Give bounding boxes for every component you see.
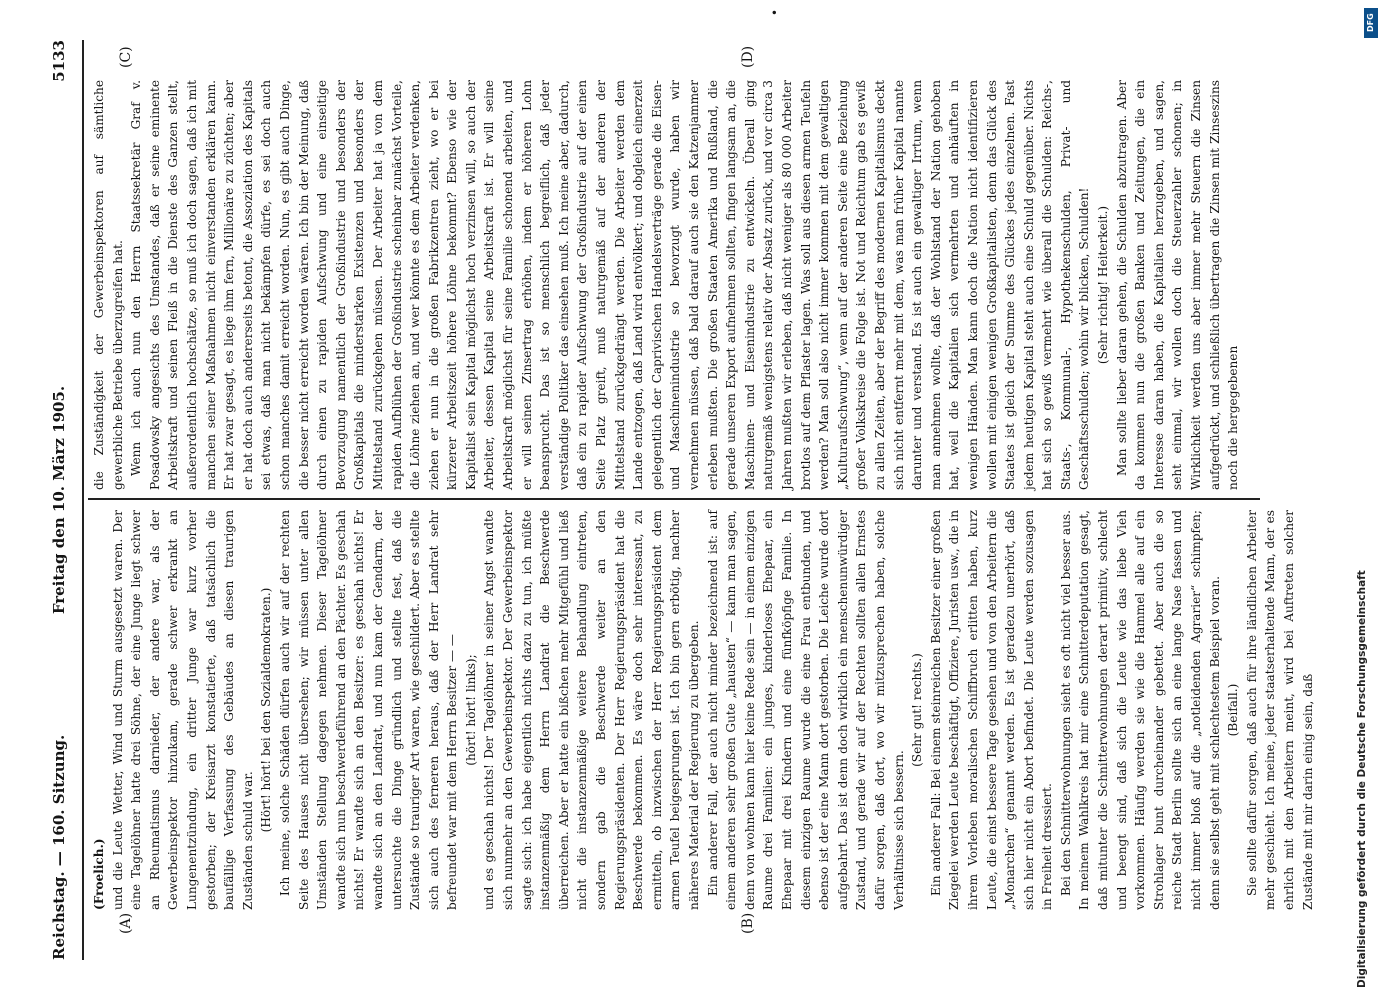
header-session: Reichstag. — 160. Sitzung. [50, 734, 68, 960]
paragraph: Ein anderer Fall: Bei einem steinreichen Besitzer einer großen Ziegelei werden Leute beschäftigt, Offiziere, Juristen usw., die in ihrem Vorleben moralischen Schiffbruch erlitten haben, kurz Leute, die einst bessere Tage gesehen und von den Arbeitern die „Monarchen“ genannt werden. Es ist geradezu unerhört, daß sich hier nicht ein Abort befindet. Die Leute werden sozusagen in Freiheit dressiert. [928, 510, 1055, 910]
dfg-logo: DFG [1364, 8, 1378, 38]
header-date: Freitag den 10. März 1905. [50, 385, 68, 615]
left-column [90, 510, 1315, 910]
page-number: 5133 [50, 40, 68, 82]
column-divider [88, 498, 1260, 500]
paragraph: und es geschah nichts! Der Tagelöhner in seiner Angst wandte sich nunmehr an den Gewerbeinspektor. Der Gewerbeinspektor sagte sich: ich habe eigentlich nichts dazu zu tun, ich müßte instanzenmäßig dem Herrn Landrat die Beschwerde überreichen. Aber er hatte ein bißchen mehr Mitgefühl und ließ nicht die instanzenmäßige weitere Behandlung eintreten, sondern gab die Beschwerde weiter an den Regierungspräsidenten. Der Herr Regierungspräsident hat die Beschwerde bekommen. Es wäre doch sehr interessant, zu ermitteln, ob inzwischen der Herr Regierungspräsident dem armen Teufel beigesprungen ist. Ich bin gern erbötig, nachher näheres Material der Regierung zu übergeben. [482, 510, 701, 910]
interjection: (hört! hört! links); [463, 654, 478, 766]
margin-marker-a: (A) [118, 912, 134, 934]
digitization-note [1356, 8, 1376, 998]
interjection: (Sehr richtig! Heiterkeit.) [1096, 205, 1111, 365]
margin-dot: • [768, 8, 782, 16]
paragraph: Ein anderer Fall, der auch nicht minder bezeichnend ist: auf einem anderen sehr großen Gute „hausten“ — kann man sagen, denn von wohnen kann hier keine Rede sein — in einem einzigen Raume drei Familien: ein junges, kinderloses Ehepaar, ein Ehepaar mit drei Kindern und eine fünfköpfige Familie. In diesem einzigen Raume wurde die eine Frau entbunden, und ebenso ist der eine Mann dort gestorben. Die Leiche wurde dort aufgebahrt. Das ist denn doch wirklich ein menschenunwürdiger Zustand, und gerade wir auf der Rechten sollten allen Ernstes dafür sorgen, daß dort, wo wir mitzusprechen haben, solche Verhältnisse sich bessern. [705, 510, 906, 910]
header-rule [82, 40, 84, 960]
interjection: (Hört! hört! bei den Sozialdemokraten.) [259, 587, 274, 833]
paragraph: die Zuständigkeit der Gewerbeinspektoren auf sämtliche gewerbliche Betriebe überzugreifen hat. [92, 80, 125, 490]
margin-marker-b: (B) [740, 912, 756, 934]
digitization-text: Digitalisierung gefördert durch die Deutsche Forschungsgemeinschaft [1356, 570, 1368, 988]
paragraph: und die Leute Wetter, Wind und Sturm ausgesetzt waren. Der eine Tagelöhner hatte drei Söhne, der eine Junge liegt schwer an Rheumatismus darnieder, der andere war, als der Gewerbeinspektor hinzukam, gerade schwer erkrankt an Lungenentzündung, ein dritter Junge war kurz vorher gestorben; der Kreisarzt konstatierte, daß tatsächlich die baufällige Verfassung des Gebäudes an diesen traurigen Zuständen schuld war. [110, 510, 255, 910]
interjection: (Sehr gut! rechts.) [910, 653, 925, 767]
margin-marker-c: (C) [118, 46, 134, 68]
paragraph: Wenn ich auch nun den Herrn Staatssekretär Graf v. Posadowsky angesichts des Umstandes, daß er seine eminente Arbeitskraft und seinen Fleiß in die Dienste des Ganzen stellt, außerordentlich hochschätze, so muß ich doch sagen, daß ich mit manchen seiner Maßnahmen nicht einverstanden erklären kann. Er hat zwar gesagt, es liege ihm fern, Millionäre zu züchten; aber er hat doch auch andererseits betont, die Assoziation des Kapitals sei etwas, daß man nicht bekämpfen dürfe, es sei doch auch schon manches damit erreicht worden. Nun, es gibt auch Dinge, die besser nicht erreicht worden wären. Ich bin der Meinung, daß durch einen zu rapiden Aufschwung und eine einseitige Bevorzugung namentlich der Großindustrie und besonders der Großkapitals die minderstarken Existenzen und besonders der Mittelstand zurückgehen müssen. Der Arbeiter hat ja von dem rapiden Aufblühen der Großindustrie scheinbar zunächst Vorteile, die Löhne ziehen an, und wer könnte es dem Arbeiter verdenken, ziehen er nun in die großen Fabrikzentren zieht, wo er bei kürzerer Arbeitszeit höhere Löhne bekommt? Ebenso wie der Kapitalist sein Kapital möglichst hoch verzinsen will, so auch der Arbeiter, dessen Kapital seine Arbeitskraft ist. Er will seine Arbeitskraft möglichst für seine Familie schonend arbeiten, und er will seinen Zinsertrag erhöhen, indem er höheren Lohn beansprucht. Das ist so menschlich begreiflich, daß jeder verständige Politiker das einsehen muß. Ich meine aber, dadurch, daß ein zu rapider Aufschwung der Großindustrie auf der einen Seite Platz greift, muß naturgemäß auf der anderen der Mittelstand zurückgedrängt werden. Die Arbeiter werden dem Lande entzogen, daß Land wird entvölkert; und obgleich einerzeit gelegentlich der Caprivischen Handelsverträge gerade die Eisen- und Maschinenindustrie so bevorzugt wurde, haben wir vernehmen müssen, daß bald darauf auch sie den Katzenjammer erleben mußten. Die großen Staaten Amerika und Rußland, die gerade unseren Export aufnehmen sollten, fingen langsam an, die Maschinen- und Eisenindustrie zu entwickeln. Überall ging naturgemäß wenigstens relativ der Absatz zurück, und vor circa 3 Jahren mußten wir erleben, daß nicht weniger als 80 000 Arbeiter brotlos auf dem Pflaster lagen. Was soll aus diesen armen Teufeln werden? Man soll also nicht immer kommen mit dem gewaltigen „Kulturaufschwung“, wenn auf der anderen Seite eine Beziehung großer Volkskreise die Folge ist. Not und Reichtum gab es gewiß zu allen Zeiten, aber der Begriff des modernen Kapitalismus deckt sich nicht entfernt mehr mit dem, was man früher Kapital nannte darunter und verstand. Es ist auch ein gewaltiger Irrtum, wenn man annehmen wollte, daß der Wohlstand der Nation gehoben hat, weil die Kapitalien sich vermehrten und anhäuften in wenigen Händen. Man kann doch die Nation nicht identifizieren wollen mit einigen wenigen Großkapitalisten, denn das Glück des Staates ist gleich der Summe des Glückes jedes einzelnen. Fast jedem heutigen Kapital steht auch eine Schuld gegenüber. Nichts hat sich so gewiß vermehrt wie überall die Schulden: Reichs-, Staats-, Kommunal-, Hypothekenschulden, Privat- und Geschäftsschulden; wohin wir blicken, Schulden! [129, 80, 1092, 490]
right-column [90, 80, 1290, 490]
speaker-name: (Froelich.) [92, 838, 106, 910]
paragraph: Bei den Schnitterwohnungen sieht es oft nicht viel besser aus. In meinem Wahlkreis hat mir eine Schnitterdeputation gesagt, daß mitunter die Schnitterwohnungen derart primitiv, schlecht und beengt sind, daß sich die Leute wie das liebe Vieh vorkommen. Häufig werden sie wie die Hammel alle auf ein Strohlager bunt durcheinander gebettet. Aber auch die so reiche Stadt Berlin sollte sich an eine lange Nase fassen und nicht immer bloß auf die „notleidenden Agrarier“ schimpfen; denn sie selbst geht mit schlechtestem Beispiel voran. [1058, 510, 1222, 910]
paragraph: Sie sollte dafür sorgen, daß auch für ihre ländlichen Arbeiter mehr geschieht. Ich meine, jeder staatserhaltende Mann, der es ehrlich mit den Arbeitern meint, wird bei Auftreten solcher Zustände mit mir darin einig sein, daß [1244, 510, 1315, 910]
interjection: (Beifall.) [1226, 683, 1241, 737]
paragraph: Man sollte lieber daran gehen, die Schulden abzutragen. Aber da kommen nun die großen Banken und Zeitungen, die ein Interesse daran haben, die Kapitalien herzugeben, und sagen, seht einmal, wir wollen doch die Steuerzahler schonen; in Wirklichkeit werden uns aber immer mehr Steuern die Zinsen aufgedrückt, und schließlich übertragen die Zinsen mit Zinseszins noch die hergegebenen [1114, 80, 1241, 490]
page-header [50, 40, 86, 960]
margin-marker-d: (D) [740, 45, 756, 68]
paragraph: Ich meine, solche Schäden dürfen auch wir auf der rechten Seite des Hauses nicht übersehen; wir müssen unter allen Umständen Stellung dagegen nehmen. Dieser Tagelöhner wandte sich nun beschwerdeführend an den Pächter. Es geschah nichts! Er wandte sich an den Besitzer: es geschah nichts! Er wandte sich an den Landrat, und nun kam der Gendarm, der untersuchte die Dinge gründlich und stellte fest, daß die Zustände so trauriger Art waren, wie geschildert. Aber es stellte sich auch des ferneren heraus, daß der Herr Landrat sehr befreundet war mit dem Herrn Besitzer — — [277, 510, 460, 910]
